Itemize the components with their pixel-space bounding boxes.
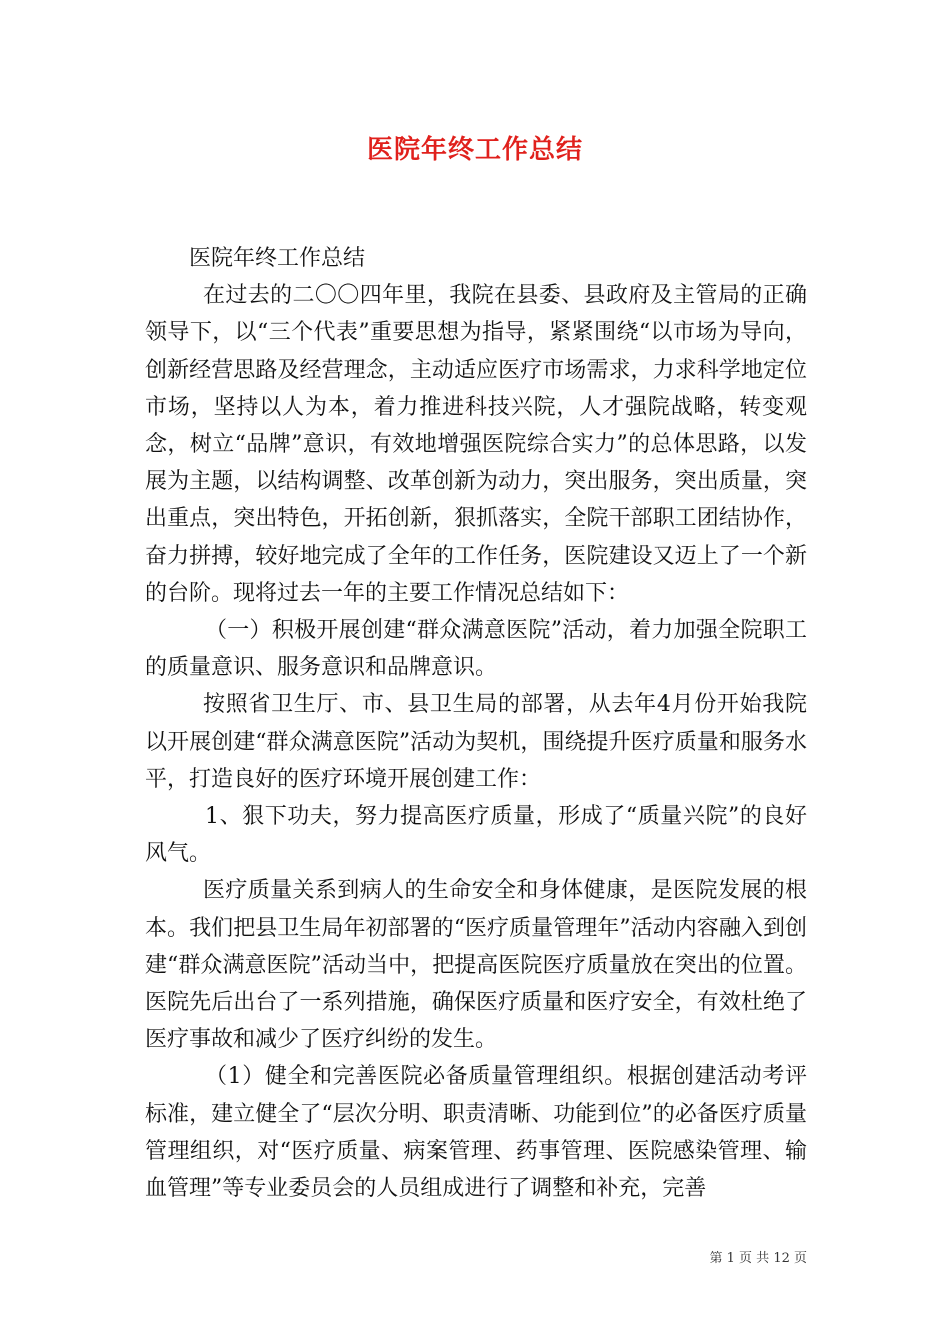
page-number: 第 1 页 共 12 页 <box>709 1251 807 1266</box>
body-paragraph: 医疗质量关系到病人的生命安全和身体健康，是医院发展的根本。我们把县卫生局年初部署的“医疗质量管理年”活动内容融入到创建“群众满意医院”活动当中，把提高医院医疗质量放在突出的位置。医院先后出台了一系列措施，确保医疗质量和医疗安全，有效杜绝了医疗事故和减少了医疗纠纷的发生。 <box>145 878 807 1053</box>
subtitle-paragraph: 医院年终工作总结 <box>189 246 366 271</box>
document-body <box>145 240 807 1207</box>
document-title: 医院年终工作总结 <box>366 135 583 165</box>
section-heading-1: （一）积极开展创建“群众满意医院”活动，着力加强全院职工的质量意识、服务意识和品牌意识。 <box>145 618 807 681</box>
body-paragraph: 按照省卫生厅、市、县卫生局的部署，从去年4月份开始我院以开展创建“群众满意医院”活动为契机，围绕提升医疗质量和服务水平，打造良好的医疗环境开展创建工作： <box>145 692 807 792</box>
item-heading-1: 1、狠下功夫，努力提高医疗质量，形成了“质量兴院”的良好风气。 <box>145 804 807 867</box>
intro-paragraph: 在过去的二〇〇四年里，我院在县委、县政府及主管局的正确领导下，以“三个代表”重要思想为指导，紧紧围绕“以市场为导向，创新经营思路及经营理念，主动适应医疗市场需求，力求科学地定位市场，坚持以人为本，着力推进科技兴院，人才强院战略，转变观念，树立“品牌”意识，有效地增强医院综合实力”的总体思路，以发展为主题，以结构调整、改革创新为动力，突出服务，突出质量，突出重点，突出特色，开拓创新，狠抓落实，全院干部职工团结协作，奋力拼搏，较好地完成了全年的工作任务，医院建设又迈上了一个新的台阶。现将过去一年的主要工作情况总结如下： <box>145 283 807 606</box>
subitem-paragraph-1: （1）健全和完善医院必备质量管理组织。根据创建活动考评标准，建立健全了“层次分明、职责清晰、功能到位”的必备医疗质量管理组织，对“医疗质量、病案管理、药事管理、医院感染管理、输血管理”等专业委员会的人员组成进行了调整和补充，完善 <box>145 1064 807 1202</box>
